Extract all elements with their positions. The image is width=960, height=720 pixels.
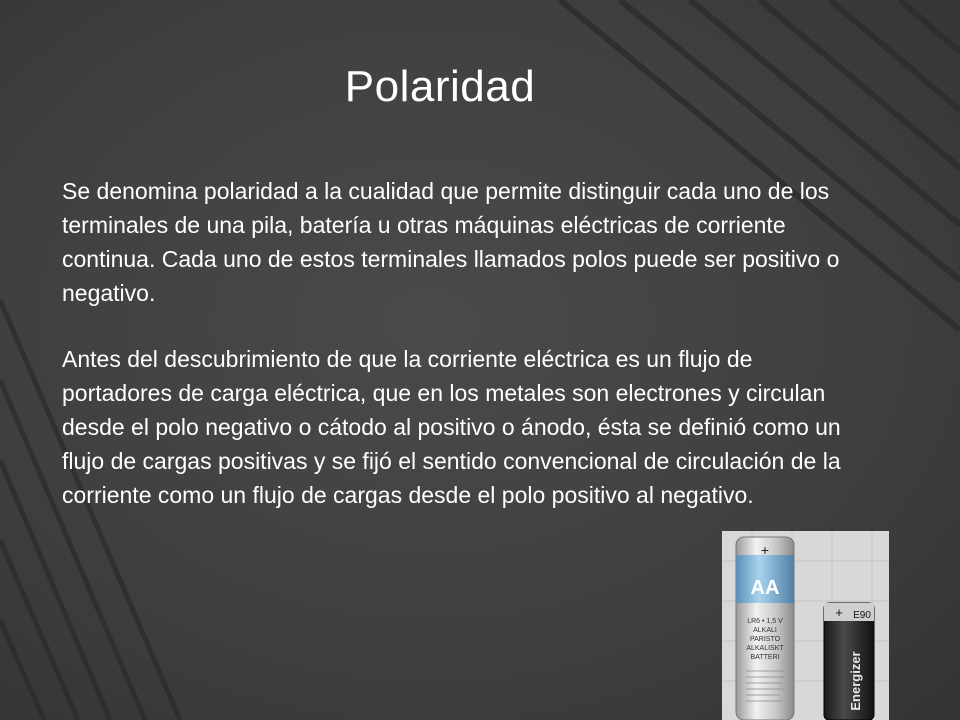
e90-plus-sign: + bbox=[835, 605, 843, 620]
battery-illustration bbox=[722, 531, 889, 720]
e90-battery bbox=[824, 603, 874, 720]
aa-label-line: PARISTO bbox=[749, 636, 781, 643]
aa-brand-text: AA bbox=[750, 577, 780, 599]
slide-title: Polaridad bbox=[344, 62, 536, 111]
paragraph-conventional-current: Antes del descubrimiento de que la corriente eléctrica es un flujo de portadores de carga eléctrica, que en los metales son electrones y circulan desde el polo negativo o cátodo al positivo o ánodo, ésta se definió como un flujo de cargas positivas y se fijó el sentido convencional de circulación de la corriente como un flujo de cargas desde el polo positivo al negativo. bbox=[62, 346, 841, 508]
battery-photo bbox=[722, 531, 889, 720]
slide-body bbox=[62, 174, 842, 544]
aa-label-line: LR6 • 1,5 V bbox=[747, 618, 783, 625]
aa-label-line: BATTERI bbox=[750, 654, 780, 661]
energizer-brand: Energizer bbox=[848, 651, 863, 711]
aa-plus-sign: + bbox=[760, 542, 770, 558]
paragraph-polarity-definition: Se denomina polaridad a la cualidad que permite distinguir cada uno de los terminales de una pila, batería u otras máquinas eléctricas de corriente continua. Cada uno de estos terminales llamados polos puede ser positivo o negativo. bbox=[62, 178, 840, 306]
aa-label-line: ALKALISKT bbox=[746, 645, 784, 652]
e90-model-label: E90 bbox=[853, 610, 871, 621]
aa-label-line: ALKALI bbox=[753, 627, 777, 634]
aa-battery bbox=[736, 537, 794, 720]
